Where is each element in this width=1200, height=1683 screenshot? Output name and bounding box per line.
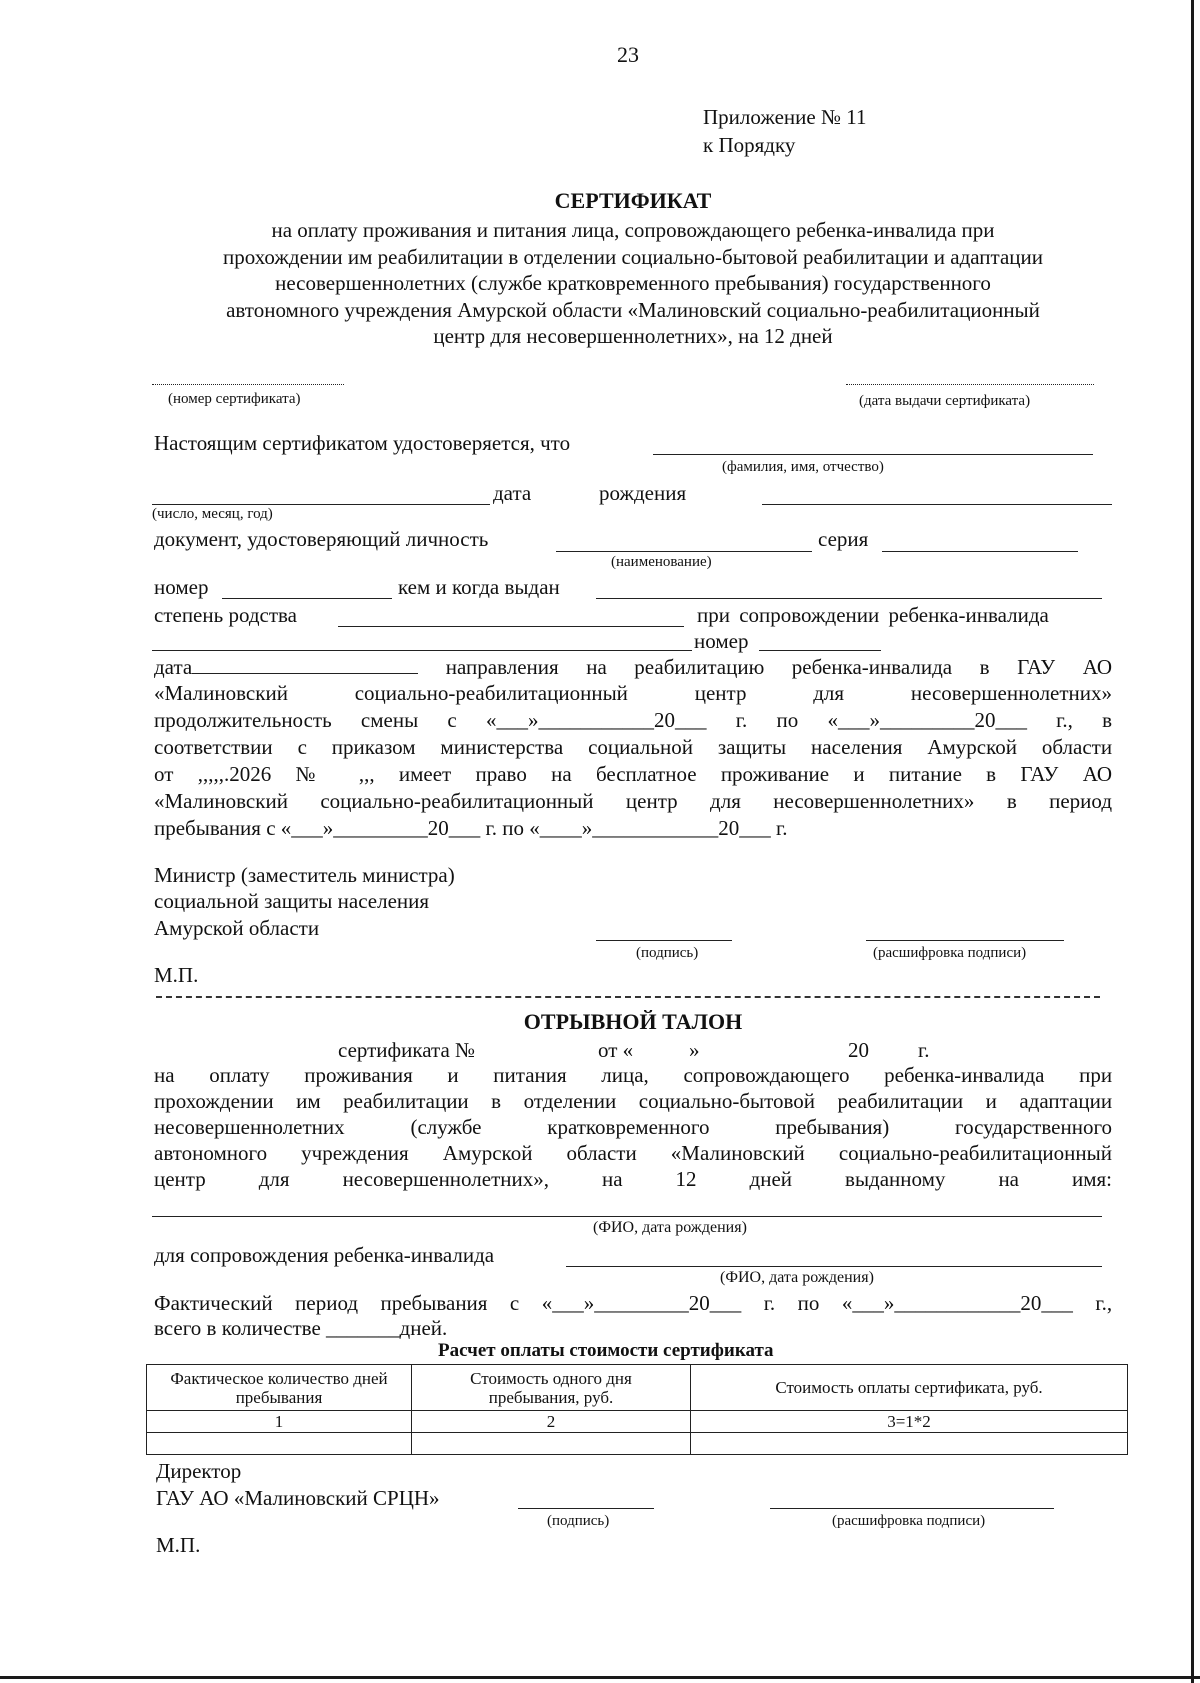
w: «___»_________20___ (827, 708, 1027, 732)
w: «___»____________20___ (841, 1291, 1073, 1315)
w: на (601, 1167, 623, 1191)
w: по (776, 708, 799, 732)
dob-caption: (число, месяц, год) (152, 506, 273, 522)
w: приказом (331, 735, 416, 759)
number2-label: номер (694, 629, 749, 653)
w: «___»_________20___ (541, 1291, 742, 1315)
minister-signature-field[interactable] (596, 940, 732, 941)
w: по (797, 1291, 820, 1315)
recipient-field[interactable] (152, 1216, 1102, 1217)
w: г., (1095, 1291, 1113, 1315)
center-period-line (154, 788, 1112, 814)
id-doc-field[interactable] (556, 551, 812, 552)
w: проживания (304, 1063, 413, 1087)
full-name-field[interactable] (653, 454, 1093, 455)
w: направления (445, 655, 559, 679)
signature-decode-caption: (расшифровка подписи) (873, 945, 1027, 961)
fio-dob-caption-1: (ФИО, дата рождения) (593, 1219, 747, 1236)
w: кратковременного (547, 1115, 710, 1139)
id-doc-label: документ, удостоверяющий личность (154, 527, 489, 551)
w: «___»___________20___ (485, 708, 707, 732)
table-row (147, 1433, 1128, 1455)
subtitle-line: на оплату проживания и питания лица, сопровождающего ребенка-инвалида при (271, 218, 995, 242)
coupon-cert-no: сертификата № (338, 1038, 476, 1062)
subtitle-line: автономного учреждения Амурской области «Малиновский социально-реабилитационный (226, 297, 1040, 322)
w: имя: (1072, 1167, 1113, 1191)
w: пребывания (380, 1291, 488, 1315)
w: учреждения (301, 1141, 409, 1165)
coupon-g: г. (918, 1038, 930, 1062)
minister-line: Амурской области (154, 916, 320, 940)
w: и (447, 1063, 459, 1087)
w: для (710, 789, 741, 813)
total-days: всего в количестве _______дней. (154, 1316, 448, 1340)
document-title: СЕРТИФИКАТ (554, 188, 712, 213)
page-right-border (1191, 0, 1194, 1683)
w: социально-реабилитационный (354, 681, 628, 705)
coupon-body-line (154, 1140, 1112, 1166)
w: АО (1082, 655, 1112, 679)
w: с (297, 735, 307, 759)
dob-label-b: рождения (599, 481, 687, 505)
calc-table (146, 1364, 1128, 1455)
table-cell: 2 (412, 1411, 691, 1433)
w: питание (888, 762, 962, 786)
table-cell[interactable] (412, 1433, 691, 1455)
w: в (491, 1089, 502, 1113)
cert-number-caption: (номер сертификата) (168, 391, 301, 407)
w: проживание (720, 762, 830, 786)
w: для (813, 681, 845, 705)
direction-date-field[interactable] (192, 655, 418, 674)
birth-extra-field[interactable] (762, 504, 1112, 505)
w: реабилитации (837, 1089, 964, 1113)
table-cell: 1 (147, 1411, 412, 1433)
child-fio-field[interactable] (566, 1266, 1102, 1267)
w: на (154, 1063, 175, 1087)
w: г. (763, 1291, 776, 1315)
w: в (979, 655, 990, 679)
w: им (296, 1089, 321, 1113)
w: центр (154, 1167, 206, 1191)
table-row (147, 1411, 1128, 1433)
issue-date-field[interactable] (846, 384, 1094, 385)
w: с (509, 1291, 520, 1315)
w: и (985, 1089, 997, 1113)
w: прохождении (154, 1089, 274, 1113)
w: отделении (523, 1089, 617, 1113)
fio-dob-caption-2: (ФИО, дата рождения) (720, 1269, 874, 1286)
w: с (447, 708, 457, 732)
coupon-from: от « (598, 1038, 634, 1062)
stamp-label: М.П. (154, 963, 199, 987)
w: министерства (440, 735, 564, 759)
w: несовершеннолетних» (773, 789, 975, 813)
page-number: 23 (617, 42, 639, 67)
w: «Малиновский (154, 681, 288, 705)
director-signature-decode-field[interactable] (770, 1508, 1054, 1509)
duration-line (154, 707, 1112, 733)
w: области (566, 1141, 637, 1165)
issued-by-label: кем и когда выдан (398, 575, 560, 599)
w: имеет (398, 762, 452, 786)
series-field[interactable] (882, 551, 1078, 552)
appendix-reference: к Порядку (703, 133, 796, 157)
w: социально-реабилитационный (320, 789, 594, 813)
w: г., (1056, 708, 1073, 732)
w: ,,,,,.2026 (197, 762, 272, 786)
accompanying-label: при сопровождении ребенка-инвалида (697, 603, 1049, 627)
stay-line: пребывания с «___»_________20___ г. по «____»____________20___ г. (154, 816, 788, 840)
w: и (853, 762, 865, 786)
coupon-title: ОТРЫВНОЙ ТАЛОН (523, 1009, 743, 1034)
subtitle-line: центр для несовершеннолетних», на 12 дней (433, 324, 833, 348)
w: (службе (410, 1115, 482, 1139)
w: ребенка-инвалида (884, 1063, 1045, 1087)
signature-caption: (подпись) (636, 945, 699, 961)
order-line (154, 761, 1112, 787)
table-header-cell (147, 1365, 412, 1411)
w: дата (154, 655, 193, 679)
dob-label-a: дата (493, 481, 532, 505)
w: пребывания) (775, 1115, 890, 1139)
coupon-body-line (154, 1166, 1112, 1192)
w: питания (493, 1063, 567, 1087)
w: ГАУ (1020, 762, 1059, 786)
actual-period-line (154, 1290, 1112, 1316)
w: в (986, 762, 997, 786)
w: ,,, (358, 762, 375, 786)
stamp-label-2: М.П. (156, 1533, 201, 1557)
w: несовершеннолетних (154, 1115, 345, 1139)
doc-name-caption: (наименование) (611, 554, 712, 570)
w: лица, (601, 1063, 649, 1087)
w: несовершеннолетних» (910, 681, 1113, 705)
direction-line (154, 654, 1112, 680)
child-name-field[interactable] (152, 650, 692, 651)
number2-field[interactable] (759, 650, 881, 651)
w: социально-реабилитационный (838, 1141, 1112, 1165)
table-cell[interactable] (691, 1433, 1128, 1455)
w: АО (1082, 762, 1112, 786)
w: оплату (209, 1063, 270, 1087)
issue-date-caption: (дата выдачи сертификата) (859, 393, 1031, 409)
w: на (551, 762, 572, 786)
minister-line: Министр (заместитель министра) (154, 863, 455, 887)
coupon-body-line (154, 1062, 1112, 1088)
full-name-caption: (фамилия, имя, отчество) (722, 459, 884, 475)
w: на (998, 1167, 1019, 1191)
kinship-field[interactable] (338, 626, 684, 627)
w: Амурской (442, 1141, 533, 1165)
w: «Малиновский (670, 1141, 805, 1165)
appendix-number: Приложение № 11 (703, 105, 867, 129)
w: социальной (588, 735, 693, 759)
accompany-label: для сопровождения ребенка-инвалида (154, 1243, 495, 1267)
w: право (475, 762, 527, 786)
subtitle-line: прохождении им реабилитации в отделении социально-бытовой реабилитации и адаптации (222, 244, 1043, 269)
director-title: Директор (156, 1459, 242, 1483)
cert-number-field[interactable] (152, 384, 344, 385)
w: № (295, 762, 335, 786)
series-label: серия (818, 527, 869, 551)
calc-title: Расчет оплаты стоимости сертификата (438, 1340, 774, 1361)
director-org: ГАУ АО «Малиновский СРЦН» (156, 1486, 440, 1510)
w: смены (360, 708, 419, 732)
subtitle-line: несовершеннолетних (службе кратковременного пребывания) государственного (275, 271, 991, 295)
w: в (1102, 708, 1113, 732)
table-header-text: Фактическое количество дней пребывания (170, 1368, 388, 1407)
w: г. (735, 708, 748, 732)
number-field[interactable] (222, 598, 392, 599)
w: центр (694, 681, 747, 705)
coupon-year: 20 (848, 1038, 869, 1062)
coupon-body-line (154, 1088, 1112, 1114)
table-cell: 3=1*2 (691, 1411, 1128, 1433)
w: сопровождающего (683, 1063, 850, 1087)
w: период (1049, 789, 1113, 813)
w: несовершеннолетних», (342, 1167, 549, 1191)
director-signature-field[interactable] (518, 1508, 654, 1509)
w: реабилитации (343, 1089, 469, 1113)
document-subtitle (150, 217, 1116, 350)
w: дней (749, 1167, 793, 1191)
accordance-line (154, 734, 1112, 760)
table-header-row (147, 1365, 1128, 1411)
w: Амурской (927, 735, 1017, 759)
signature-decode-caption-2: (расшифровка подписи) (832, 1513, 986, 1529)
w: ребенка-инвалида (791, 655, 953, 679)
page-bottom-border (0, 1676, 1200, 1679)
coupon-body-line (154, 1114, 1112, 1140)
w: государственного (955, 1115, 1113, 1139)
w: реабилитацию (634, 655, 765, 679)
w: продолжительность (154, 708, 332, 732)
w: населения (811, 735, 903, 759)
table-header-text: Стоимость одного дня пребывания, руб. (470, 1368, 632, 1407)
w: от (154, 762, 174, 786)
w: защиты (717, 735, 787, 759)
w: Фактический (154, 1291, 273, 1315)
issued-by-field[interactable] (596, 598, 1102, 599)
minister-line: социальной защиты населения (154, 889, 430, 913)
w: соответствии (154, 735, 273, 759)
w: социально-бытовой (638, 1089, 816, 1113)
number-label: номер (154, 575, 209, 599)
tear-line (156, 996, 1100, 998)
table-cell[interactable] (147, 1433, 412, 1455)
w: для (258, 1167, 290, 1191)
w: выданному (845, 1167, 946, 1191)
center-line (154, 680, 1112, 706)
signature-caption-2: (подпись) (547, 1513, 610, 1529)
w: адаптации (1019, 1089, 1113, 1113)
w: области (1041, 735, 1113, 759)
w: период (295, 1291, 359, 1315)
w: центр (625, 789, 678, 813)
certifies-text: Настоящим сертификатом удостоверяется, что (154, 431, 571, 455)
w: на (586, 655, 607, 679)
minister-signature-decode-field[interactable] (866, 940, 1064, 941)
w: при (1079, 1063, 1113, 1087)
w: бесплатное (595, 762, 697, 786)
w: 12 (675, 1167, 697, 1191)
table-header-cell: Стоимость оплаты сертификата, руб. (691, 1365, 1128, 1411)
coupon-quote-close: » (689, 1038, 700, 1062)
w: автономного (154, 1141, 268, 1165)
w: «Малиновский (154, 789, 288, 813)
kinship-label: степень родства (154, 603, 297, 627)
table-header-cell (412, 1365, 691, 1411)
w: в (1006, 789, 1017, 813)
w: ГАУ (1017, 655, 1056, 679)
